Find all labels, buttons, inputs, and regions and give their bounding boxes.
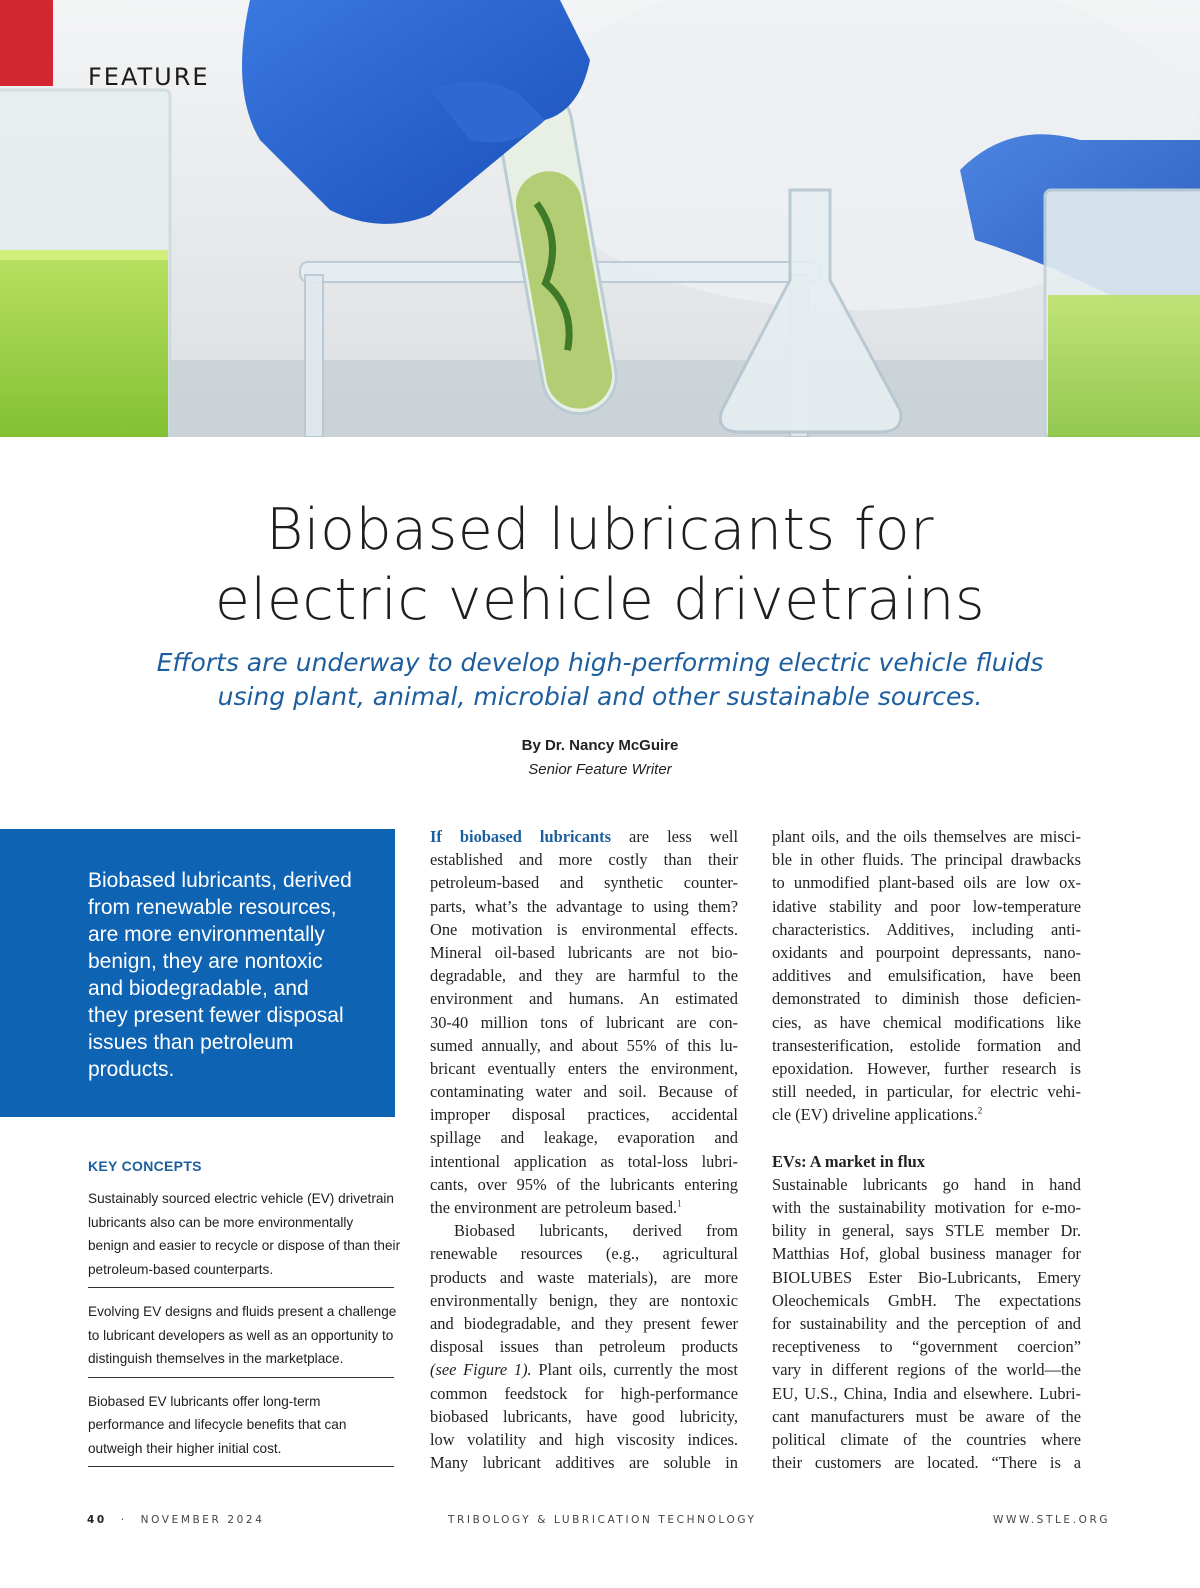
key-concept-item xyxy=(88,1187,401,1288)
footnote-ref: 1 xyxy=(677,1198,682,1209)
body-line: and biodegradable, and they present fewer xyxy=(430,1313,738,1333)
body-line: established and more costly than their xyxy=(430,850,738,870)
footer-folio xyxy=(87,1514,264,1526)
body-line: cant manufacturers must be aware of the xyxy=(772,1406,1081,1426)
body-line: parts, what’s the advantage to using them? xyxy=(430,896,738,916)
body-line: Sustainable lubricants go hand in hand xyxy=(772,1174,1081,1194)
publication-name: TRIBOLOGY & LUBRICATION TECHNOLOGY xyxy=(448,1514,757,1526)
body-line: bricant eventually enters the environment, xyxy=(430,1058,738,1078)
body-line: environmentally benign, they are nontoxic xyxy=(430,1290,738,1310)
body-text: cle (EV) driveline applications. xyxy=(772,1105,978,1125)
website-link[interactable]: WWW.STLE.ORG xyxy=(993,1514,1111,1526)
body-line: cants, over 95% of the lubricants entering xyxy=(430,1174,738,1194)
body-line: contaminating water and soil. Because of xyxy=(430,1082,738,1102)
body-line: Matthias Hof, global business manager for xyxy=(772,1244,1081,1264)
body-line: bility in general, says STLE member Dr. xyxy=(772,1221,1081,1241)
lead-in: If biobased lubricants xyxy=(430,827,611,846)
body-line: environment and humans. An estimated xyxy=(430,989,738,1009)
body-line: characteristics. Additives, including anti- xyxy=(772,919,1081,939)
issue-date: NOVEMBER 2024 xyxy=(140,1514,265,1526)
body-line: renewable resources (e.g., agricultural xyxy=(430,1244,738,1264)
body-line: Mineral oil-based lubricants are not bio- xyxy=(430,942,738,962)
figure-ref: (see Figure 1). xyxy=(430,1360,532,1380)
body-line: intentional application as total-loss lubri- xyxy=(430,1151,738,1171)
body-line: receptiveness to “government coercion” xyxy=(772,1337,1081,1357)
body-line: Oleochemicals GmbH. The expectations xyxy=(772,1290,1081,1310)
body-line xyxy=(772,1103,1081,1126)
body-line: ble in other fluids. The principal drawbacks xyxy=(772,850,1081,870)
body-line: EU, U.S., China, India and elsewhere. Lubri- xyxy=(772,1383,1081,1403)
body-line: One motivation is environmental effects. xyxy=(430,919,738,939)
article-title-line: electric vehicle drivetrains xyxy=(214,567,986,633)
article-title-line: Biobased lubricants for xyxy=(265,497,935,563)
body-line: Biobased lubricants, derived from xyxy=(454,1221,738,1241)
body-line: spillage and leakage, evaporation and xyxy=(430,1128,738,1148)
body-line: disposal issues than petroleum products xyxy=(430,1337,738,1357)
body-line: demonstrated to diminish those deficien- xyxy=(772,989,1081,1009)
body-line: political climate of the countries where xyxy=(772,1429,1081,1449)
key-concepts-heading: KEY CONCEPTS xyxy=(88,1158,202,1174)
pull-quote-line: products. xyxy=(88,1058,175,1081)
pull-quote-text xyxy=(88,867,378,1083)
body-line: to unmodified plant-based oils are low ox- xyxy=(772,873,1081,893)
byline-role: Senior Feature Writer xyxy=(528,761,672,778)
pull-quote-line: Biobased lubricants, derived xyxy=(88,869,352,892)
body-line: plant oils, and the oils themselves are misci- xyxy=(772,827,1081,846)
body-line: idative stability and poor low-temperature xyxy=(772,896,1081,916)
pull-quote-line: issues than petroleum xyxy=(88,1031,294,1054)
body-line: oxidants and pourpoint depressants, nano- xyxy=(772,942,1081,962)
key-concept-line: to lubricant developers as well as an opportunity to xyxy=(88,1327,394,1343)
key-concept-line: lubricants also can be more environmentally xyxy=(88,1214,354,1230)
section-label: FEATURE xyxy=(88,63,210,91)
body-line: 30-40 million tons of lubricant are con- xyxy=(430,1012,738,1032)
body-line xyxy=(430,1358,738,1381)
page-number: 40 xyxy=(87,1514,107,1526)
body-line: biobased lubricants, have good lubricity, xyxy=(430,1406,738,1426)
key-concept-item xyxy=(88,1300,397,1378)
key-concept-item xyxy=(88,1390,394,1468)
footer-separator: · xyxy=(120,1514,127,1526)
byline-author: By Dr. Nancy McGuire xyxy=(521,737,679,754)
key-concept-line: distinguish themselves in the marketplace. xyxy=(88,1351,344,1366)
pull-quote-line: from renewable resources, xyxy=(88,896,337,919)
body-line: products and waste materials), are more xyxy=(430,1267,738,1287)
article-subtitle-line: Efforts are underway to develop high-performing electric vehicle fluids xyxy=(156,648,1044,677)
spacer xyxy=(772,1126,1081,1149)
body-line: Many lubricant additives are soluble in xyxy=(430,1453,738,1473)
body-line: degradable, and they are harmful to the xyxy=(430,966,738,986)
key-concept-line: outweigh their higher initial cost. xyxy=(88,1440,282,1456)
body-line: cies, as have chemical modifications like xyxy=(772,1012,1081,1032)
body-line: sumed annually, and about 55% of this lu- xyxy=(430,1035,738,1055)
section-subhead: EVs: A market in flux xyxy=(772,1151,925,1171)
body-line: epoxidation. However, further research is xyxy=(772,1058,1081,1078)
body-line: additives and emulsification, have been xyxy=(772,966,1081,986)
article-subtitle-line: using plant, animal, microbial and other sustainable sources. xyxy=(217,682,983,711)
pull-quote-line: benign, they are nontoxic xyxy=(88,950,323,973)
key-concept-line: Evolving EV designs and fluids present a challenge xyxy=(88,1304,397,1319)
key-concept-line: petroleum-based counterparts. xyxy=(88,1261,274,1277)
section-color-tab xyxy=(0,0,53,86)
footnote-ref: 2 xyxy=(977,1105,983,1116)
body-line: common feedstock for high-performance xyxy=(430,1383,738,1403)
body-text: Plant oils, currently the most xyxy=(531,1360,738,1380)
body-line: BIOLUBES Ester Bio-Lubricants, Emery xyxy=(772,1267,1081,1287)
body-text: are less well xyxy=(610,827,738,846)
body-line: their customers are located. “There is a xyxy=(772,1453,1081,1473)
body-line: with the sustainability motivation for e-mo- xyxy=(772,1198,1081,1217)
key-concept-line: performance and lifecycle benefits that can xyxy=(88,1417,347,1432)
body-line: vary in different regions of the world—the xyxy=(772,1360,1081,1380)
pull-quote-box xyxy=(0,829,395,1117)
body-line: petroleum-based and synthetic counter- xyxy=(430,873,738,893)
key-concept-line: Biobased EV lubricants offer long-term xyxy=(88,1393,321,1409)
body-line: for sustainability and the perception of and xyxy=(772,1313,1081,1333)
body-line: low volatility and high viscosity indices. xyxy=(430,1429,738,1449)
pull-quote-line: are more environmentally xyxy=(88,923,325,946)
body-line: improper disposal practices, accidental xyxy=(430,1105,738,1125)
article-title xyxy=(0,495,1200,635)
body-line: still needed, in particular, for electric vehi- xyxy=(772,1082,1081,1102)
key-concepts-list xyxy=(88,1187,401,1479)
body-column-middle xyxy=(430,825,738,1474)
key-concept-line: Sustainably sourced electric vehicle (EV) drivetrain xyxy=(88,1191,394,1206)
pull-quote-line: and biodegradable, and xyxy=(88,977,309,1000)
body-column-right xyxy=(772,825,1081,1474)
body-text: the environment are petroleum based. xyxy=(430,1198,678,1217)
article-subtitle xyxy=(0,646,1200,714)
pull-quote-line: they present fewer disposal xyxy=(88,1004,344,1027)
body-line xyxy=(430,1196,738,1219)
key-concept-line: benign and easier to recycle or dispose of than their xyxy=(88,1238,401,1253)
body-line: transesterification, estolide formation and xyxy=(772,1035,1081,1055)
